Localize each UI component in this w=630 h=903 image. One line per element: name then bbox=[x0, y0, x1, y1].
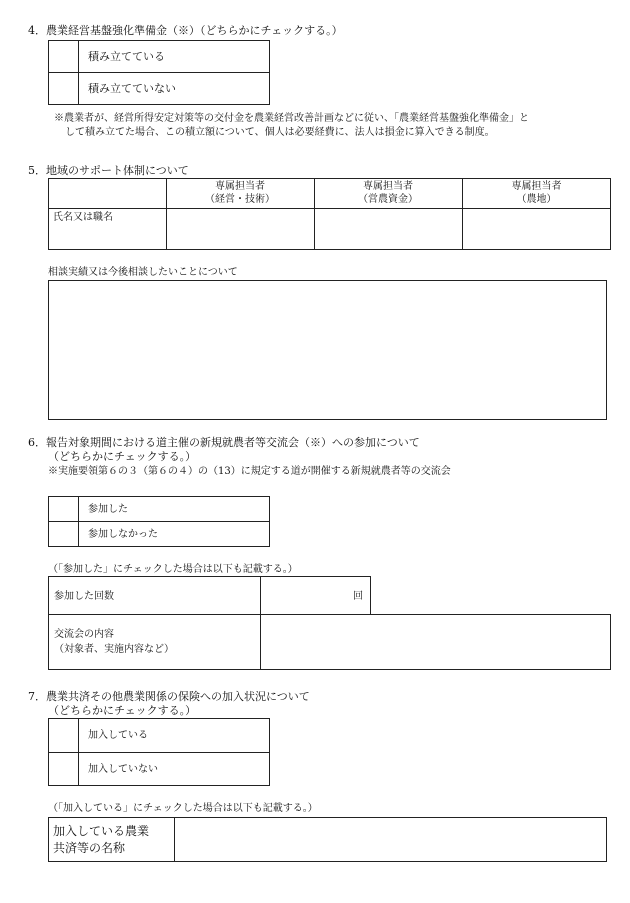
col-header-farmland bbox=[462, 180, 611, 206]
section7-followup: （「加入している」にチェックした場合は以下も記載する。） bbox=[48, 803, 318, 814]
reserve-no-label: 積み立てていない bbox=[88, 82, 176, 95]
reserve-note-line2: して積み立てた場合、この積立額について、個人は必要経費に、法人は損金に算入できる制度。 bbox=[65, 127, 495, 138]
section7-sub: （どちらかにチェックする。） bbox=[48, 704, 197, 717]
table-divider bbox=[48, 72, 270, 73]
insurance-name-input[interactable] bbox=[175, 818, 606, 861]
row-label-name: 氏名又は職名 bbox=[53, 212, 113, 223]
count-unit: 回 bbox=[353, 591, 363, 602]
col-header-management bbox=[166, 180, 314, 206]
count-label: 参加した回数 bbox=[54, 591, 114, 602]
content-label2: （対象者、実施内容など） bbox=[54, 644, 174, 655]
section4-heading: 4．農業経営基盤強化準備金（※）（どちらかにチェックする。） bbox=[28, 24, 343, 37]
not-insured-checkbox[interactable] bbox=[49, 753, 78, 785]
consult-textarea[interactable] bbox=[48, 280, 607, 420]
section6-followup: （「参加した」にチェックした場合は以下も記載する。） bbox=[48, 564, 298, 575]
insurance-name-label-line1: 加入している農業 bbox=[53, 824, 150, 838]
name-field-farmland[interactable] bbox=[463, 209, 610, 249]
insurance-name-label-line2: 共済等の名称 bbox=[53, 841, 126, 855]
content-input[interactable] bbox=[261, 615, 610, 669]
section7-heading: 7．農業共済その他農業関係の保険への加入状況について bbox=[28, 690, 310, 703]
content-label1: 交流会の内容 bbox=[54, 629, 114, 640]
col-header-line2: （営農資金） bbox=[358, 194, 418, 205]
col-header-line1: 専属担当者 bbox=[363, 181, 413, 192]
col-header-line2: （農地） bbox=[516, 194, 557, 205]
not-attended-checkbox[interactable] bbox=[49, 522, 78, 546]
consult-label: 相談実績又は今後相談したいことについて bbox=[48, 267, 238, 278]
not-insured-label: 加入していない bbox=[88, 764, 158, 775]
col-header-line1: 専属担当者 bbox=[511, 181, 562, 192]
reserve-yes-checkbox[interactable] bbox=[49, 41, 78, 72]
section6-heading: 6．報告対象期間における道主催の新規就農者等交流会（※）への参加について bbox=[28, 436, 420, 449]
attended-label: 参加した bbox=[88, 504, 128, 515]
col-header-line2: （経営・技術） bbox=[205, 194, 275, 205]
reserve-note-line1: ※農業者が、経営所得安定対策等の交付金を農業経営改善計画などに従い、「農業経営基盤強化準備金」と bbox=[54, 113, 529, 124]
attended-checkbox[interactable] bbox=[49, 497, 78, 521]
not-attended-label: 参加しなかった bbox=[88, 529, 158, 540]
insured-checkbox[interactable] bbox=[49, 719, 78, 752]
reserve-no-checkbox[interactable] bbox=[49, 73, 78, 104]
name-field-funding[interactable] bbox=[315, 209, 462, 249]
name-field-management[interactable] bbox=[167, 209, 314, 249]
col-header-line1: 専属担当者 bbox=[215, 181, 265, 192]
col-header-funding bbox=[314, 180, 462, 206]
section6-sub: （どちらかにチェックする。） bbox=[48, 450, 197, 463]
insured-label: 加入している bbox=[88, 730, 148, 741]
table-divider bbox=[48, 752, 270, 753]
insurance-name-label bbox=[53, 823, 149, 857]
reserve-yes-label: 積み立てている bbox=[88, 50, 165, 63]
table-divider bbox=[48, 521, 270, 522]
section6-note: ※実施要領第６の３（第６の４）の（13）に規定する道が開催する新規就農者等の交流会 bbox=[48, 466, 451, 477]
section5-heading: 5．地域のサポート体制について bbox=[28, 164, 189, 177]
count-input[interactable] bbox=[261, 577, 351, 614]
